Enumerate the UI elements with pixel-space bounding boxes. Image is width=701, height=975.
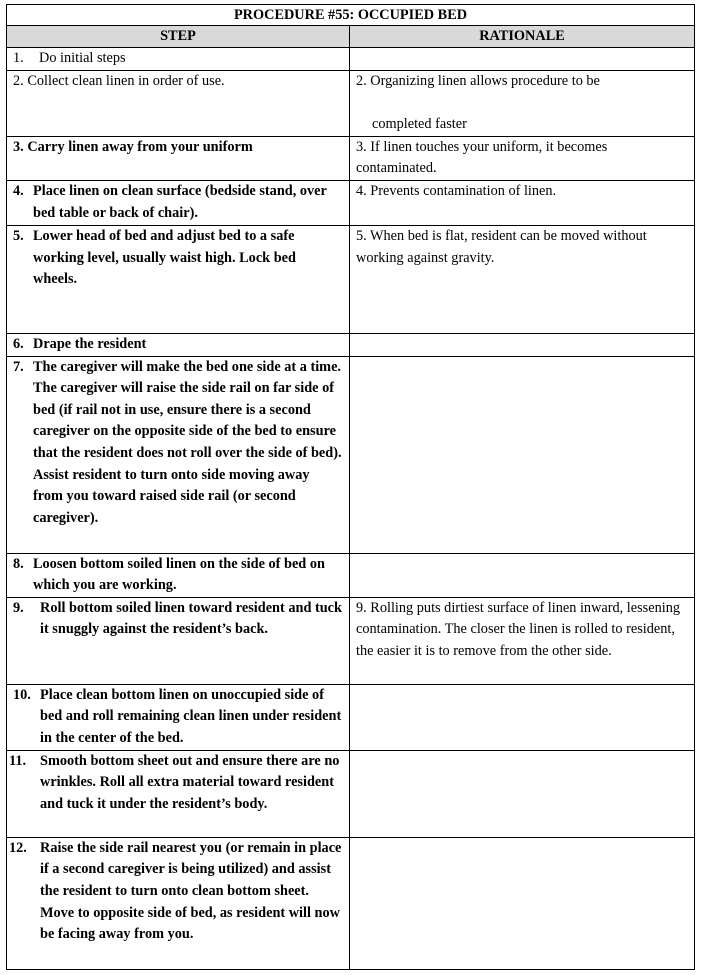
rationale-text: 4. Prevents contamination of linen.: [356, 182, 557, 199]
header-row: [7, 26, 695, 48]
step-cell: [7, 837, 350, 969]
step-text: Place clean bottom linen on unoccupied side of bed and roll remaining clean linen under resident in the center of the bed.: [40, 686, 342, 746]
rationale-cell: [350, 70, 695, 136]
table-row: [7, 333, 695, 356]
step-cell: [7, 225, 350, 333]
step-number: 9.: [13, 599, 24, 616]
step-number: 8.: [13, 555, 24, 572]
rationale-cell: [350, 48, 695, 71]
table-row: [7, 356, 695, 553]
step-number: 7.: [13, 358, 24, 375]
step-text: Loosen bottom soiled linen on the side of bed on which you are working.: [33, 555, 325, 594]
table-row: [7, 553, 695, 597]
step-cell: [7, 750, 350, 837]
procedure-table: [6, 4, 695, 970]
rationale-header: RATIONALE: [350, 26, 695, 48]
step-text: Place linen on clean surface (bedside stand, over bed table or back of chair).: [33, 182, 327, 221]
step-cell: [7, 333, 350, 356]
rationale-cell: [350, 684, 695, 750]
step-text: Raise the side rail nearest you (or remain in place if a second caregiver is being utilized) and assist the resident to turn onto clean bottom sheet. Move to opposite side of bed, as resident will now be facing away from you.: [40, 839, 342, 943]
table-row: [7, 597, 695, 684]
title-row: [7, 5, 695, 26]
procedure-title: PROCEDURE #55: OCCUPIED BED: [7, 5, 695, 26]
rationale-text-cont: completed faster: [372, 116, 467, 133]
rationale-cell: [350, 225, 695, 333]
rationale-text: 5. When bed is flat, resident can be moved without working against gravity.: [356, 227, 647, 266]
step-cell: [7, 356, 350, 553]
step-cell: [7, 684, 350, 750]
rationale-cell: [350, 180, 695, 225]
step-cell: [7, 136, 350, 180]
step-cell: [7, 553, 350, 597]
step-text: Do initial steps: [39, 50, 126, 66]
step-cell: [7, 180, 350, 225]
rationale-cell: [350, 136, 695, 180]
step-header: STEP: [7, 26, 350, 48]
table-row: [7, 684, 695, 750]
table-row: [7, 180, 695, 225]
table-row: [7, 750, 695, 837]
step-text: The caregiver will make the bed one side at a time. The caregiver will raise the side rail on far side of bed (if rail not in use, ensure there is a second caregiver on the opposite side of the bed to ensure that the resident does not roll over the side of bed). Assist resident to turn onto side moving away from you toward raised side rail (or second caregiver).: [33, 358, 342, 526]
rationale-cell: [350, 553, 695, 597]
step-number: 1.: [13, 50, 24, 66]
step-text: Drape the resident: [33, 335, 147, 352]
step-cell: [7, 48, 350, 71]
rationale-cell: [350, 837, 695, 969]
step-text: Lower head of bed and adjust bed to a safe working level, usually waist high. Lock bed wheels.: [33, 227, 296, 288]
rationale-text: 9. Rolling puts dirtiest surface of linen inward, lessening contamination. The closer the linen is rolled to resident, the easier it is to remove from the other side.: [356, 599, 681, 659]
step-text: Smooth bottom sheet out and ensure there are no wrinkles. Roll all extra material toward resident and tuck it under the resident’s body.: [40, 752, 340, 812]
step-number: 5.: [13, 227, 24, 244]
rationale-text: 2. Organizing linen allows procedure to be: [356, 72, 600, 89]
rationale-text: 3. If linen touches your uniform, it becomes contaminated.: [356, 138, 608, 177]
table-row: [7, 225, 695, 333]
step-number: 6.: [13, 335, 24, 352]
table-row: [7, 70, 695, 136]
step-text: Collect clean linen in order of use.: [27, 72, 225, 89]
step-number: 12.: [9, 839, 27, 856]
step-text: Roll bottom soiled linen toward resident and tuck it snuggly against the resident’s back.: [40, 599, 342, 638]
table-row: [7, 837, 695, 969]
step-text: Carry linen away from your uniform: [27, 138, 253, 155]
rationale-cell: [350, 597, 695, 684]
step-number: 10.: [13, 686, 31, 703]
rationale-cell: [350, 750, 695, 837]
step-cell: [7, 70, 350, 136]
table-row: [7, 48, 695, 71]
step-number: 2.: [13, 72, 24, 89]
table-row: [7, 136, 695, 180]
step-number: 3.: [13, 138, 24, 155]
rationale-cell: [350, 356, 695, 553]
rationale-cell: [350, 333, 695, 356]
step-cell: [7, 597, 350, 684]
step-number: 11.: [9, 752, 27, 769]
step-number: 4.: [13, 182, 24, 199]
